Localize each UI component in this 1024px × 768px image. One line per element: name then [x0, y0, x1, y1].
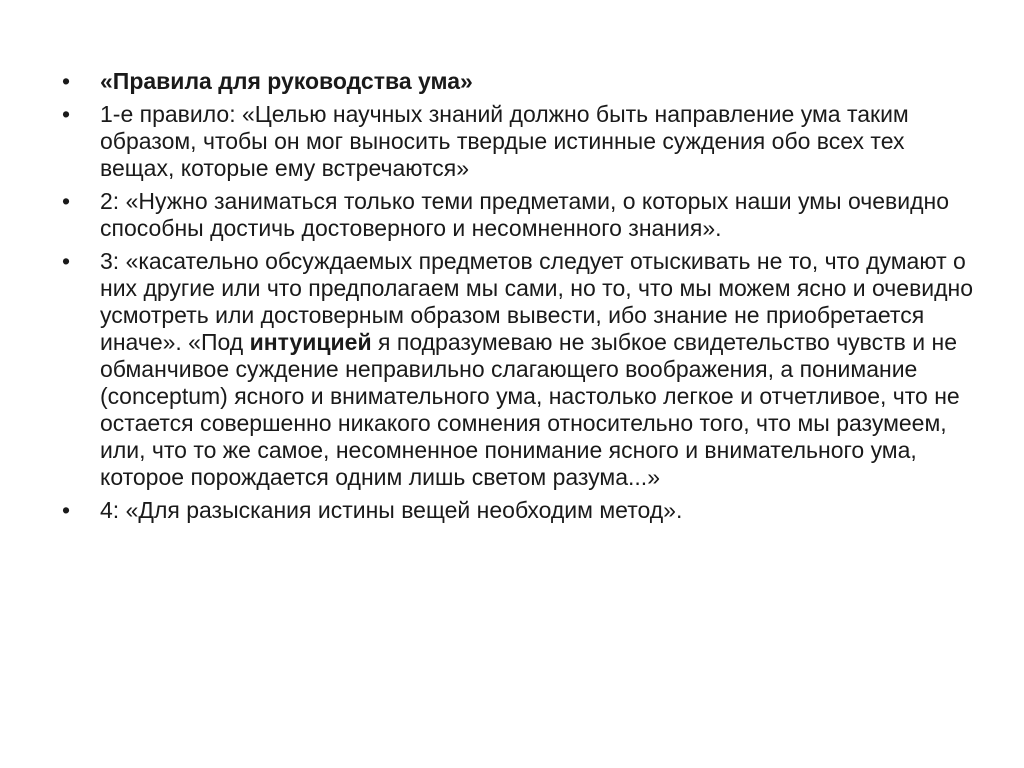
- bullet-item-rule-3: [62, 248, 982, 491]
- bullet-dot: •: [62, 248, 71, 274]
- bullet-dot: •: [62, 188, 71, 214]
- rule-3-bold-term: интуицией: [249, 329, 372, 355]
- bullet-rule-1-text: 1-е правило: «Целью научных знаний должно быть направление ума таким образом, чтобы он мог выносить твердые истинные суждения обо всех тех вещах, которые ему встречаются»: [100, 101, 909, 181]
- bullet-item-rule-4: [62, 497, 982, 524]
- bullet-item-rule-2: [62, 188, 982, 242]
- rule-3-text-after: я подразумеваю не зыбкое свидетельство чувств и не обманчивое суждение неправильно слагающего воображения, а понимание (conceptum) ясного и внимательного ума, настолько легкое и отчетливое, что не остается совершенно никакого сомнения относительно того, что мы разумеем, или, что то же самое, несомненное понимание ясного и внимательного ума, которое порождается одним лишь светом разума...»: [100, 329, 960, 490]
- bullet-item-rule-1: [62, 101, 982, 182]
- rule-3-text-before: 3: «касательно обсуждаемых предметов следует отыскивать не то, что думают о них другие или что предполагаем мы сами, но то, что мы можем ясно и очевидно усмотреть или достоверным образом вывести, ибо знание не приобретается иначе». «Под: [100, 248, 974, 355]
- bullet-rule-2-text: 2: «Нужно заниматься только теми предметами, о которых наши умы очевидно способны достичь достоверного и несомненного знания».: [100, 188, 950, 241]
- bullet-dot: •: [62, 101, 71, 127]
- bullet-list: [62, 68, 982, 530]
- bullet-rule-4-text: 4: «Для разыскания истины вещей необходим метод».: [100, 497, 683, 523]
- bullet-dot: •: [62, 68, 71, 94]
- bullet-title-text: «Правила для руководства ума»: [100, 68, 473, 94]
- bullet-item-title: [62, 68, 982, 95]
- bullet-rule-3-text: [100, 248, 973, 490]
- bullet-dot: •: [62, 497, 71, 523]
